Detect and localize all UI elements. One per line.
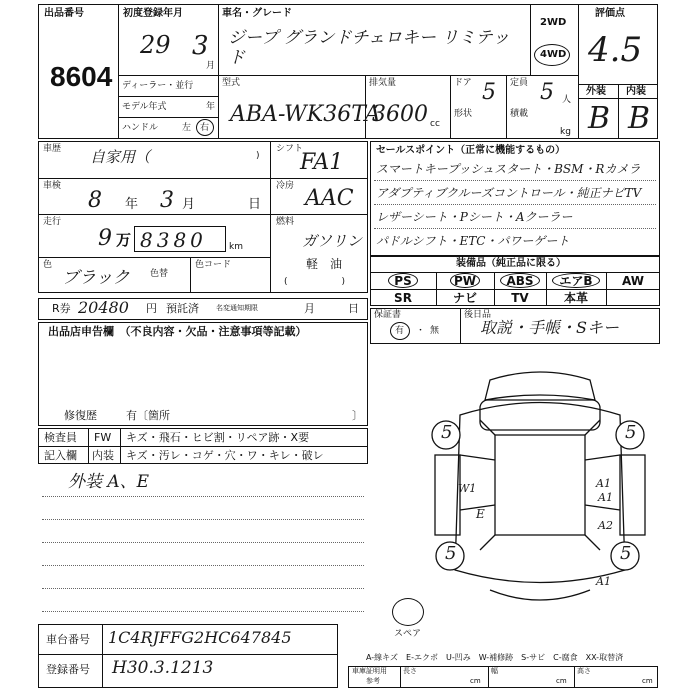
history-value: 自家用（ xyxy=(90,148,151,166)
mileage-rest: 8380 xyxy=(140,228,207,252)
door-value: 5 xyxy=(482,80,496,105)
height-label: 高さ xyxy=(577,667,591,675)
entry-label: 記入欄 xyxy=(44,449,77,462)
equip-sr: SR xyxy=(394,290,412,305)
recycle-amount: 20480 xyxy=(78,298,129,317)
mark-w1: W1 xyxy=(458,482,477,495)
lot-no: 8604 xyxy=(50,61,113,92)
lot-no-label: 出品番号 xyxy=(44,8,84,19)
width-label: 幅 xyxy=(491,667,498,675)
exterior-grade: B xyxy=(588,101,611,136)
first-reg-month: 3 xyxy=(192,31,209,61)
reg-value: H30.3.1213 xyxy=(112,658,214,678)
inspection-row1: キズ・飛石・ヒビ割・リペア跡・X要 xyxy=(126,431,310,444)
first-reg-year: 29 xyxy=(140,31,171,59)
shaken-month: 3 xyxy=(160,188,174,213)
disp-unit: cc xyxy=(430,119,440,129)
height-unit: cm xyxy=(642,677,653,685)
mileage-label: 走行 xyxy=(43,217,62,227)
mark-a2: A2 xyxy=(598,519,613,532)
fuel-paren: ( ) xyxy=(284,277,346,287)
equipment-title: 装備品（純正品に限る） xyxy=(456,258,566,269)
warranty-no: 無 xyxy=(430,326,440,336)
equip-leather: 本革 xyxy=(563,291,588,305)
wd2-label: 2WD xyxy=(540,17,567,28)
fuel-label: 燃料 xyxy=(276,217,295,227)
year-unit: 年 xyxy=(206,102,216,112)
fuel-diesel: 軽 油 xyxy=(306,257,343,271)
sales-point-4: パドルシフト・ETC・パワーゲート xyxy=(376,234,570,248)
ac-label: 冷房 xyxy=(276,181,295,191)
equip-ps: PS xyxy=(394,273,412,288)
model-label: 車名・グレード xyxy=(222,8,292,19)
disp-value: 3600 xyxy=(372,102,428,127)
inspector-label: 検査員 xyxy=(44,431,77,444)
equip-airbag: エアB xyxy=(559,274,593,288)
warranty-dot: ・ xyxy=(416,326,426,336)
capacity-label: 定員 xyxy=(510,78,529,88)
reg-label: 登録番号 xyxy=(46,663,90,676)
shaken-day-unit: 日 xyxy=(248,197,262,212)
mark-a1-top: A1 xyxy=(596,477,611,490)
car-diagram xyxy=(420,360,660,620)
mark-e: E xyxy=(476,507,485,521)
shaken-label: 車検 xyxy=(43,181,62,191)
shift-label: シフト xyxy=(276,144,304,154)
color-label: 色 xyxy=(43,260,53,270)
later-label: 後日品 xyxy=(464,310,492,320)
recycle-month: 月 xyxy=(304,302,315,315)
type-label: 型式 xyxy=(222,78,241,88)
equip-pw: PW xyxy=(453,273,477,288)
door-label: ドア xyxy=(454,78,472,88)
sales-point-2: アダプティブクルーズコントロール・純正ナビTV xyxy=(376,186,642,200)
tire-front-right: 5 xyxy=(625,422,637,443)
exterior-label: 外装 xyxy=(586,86,606,97)
color-value: ブラック xyxy=(62,268,130,288)
recycle-day: 日 xyxy=(348,302,359,315)
equip-abs: ABS xyxy=(506,273,534,288)
mileage-man: 9 xyxy=(98,226,112,251)
report-title: 出品店申告欄 （不良内容・欠品・注意事項等記載） xyxy=(48,325,307,338)
inspection-note: 外装 A、E xyxy=(68,472,150,492)
capacity-unit: 人 xyxy=(562,95,572,105)
tire-rear-right: 5 xyxy=(620,543,632,564)
sales-point-3: レザーシート・Pシート・Aクーラー xyxy=(376,210,573,224)
shape-label: 形状 xyxy=(454,109,473,119)
ref-label: 参考 xyxy=(366,677,380,685)
shaken-year: 8 xyxy=(88,188,102,213)
spare-circle xyxy=(392,598,424,626)
equip-navi: ナビ xyxy=(452,291,477,305)
tire-front-left: 5 xyxy=(441,422,453,443)
month-unit: 月 xyxy=(206,61,216,71)
handle-left: 左 xyxy=(182,123,192,133)
interior-mark-label: 内装 xyxy=(92,449,114,462)
handle-label: ハンドル xyxy=(122,123,159,133)
damage-legend: A-線キズ E-エクボ U-凹み W-補修跡 S-サビ C-腐食 XX-取替済 xyxy=(366,653,624,662)
tire-rear-left: 5 xyxy=(445,543,457,564)
length-unit: cm xyxy=(470,677,481,685)
equip-tv: TV xyxy=(511,290,529,305)
recycle-label: R券 xyxy=(52,302,71,315)
load-unit: kg xyxy=(560,127,571,137)
man-unit: 万 xyxy=(116,231,132,249)
shaken-year-unit: 年 xyxy=(125,197,139,212)
color-code-label: 色コード xyxy=(195,260,232,270)
model-year-label: モデル年式 xyxy=(122,102,167,112)
recycle-deposit: 預託済 xyxy=(166,302,199,315)
mark-a1-mid: A1 xyxy=(598,491,613,504)
fw-label: FW xyxy=(94,431,112,444)
warranty-label: 保証書 xyxy=(374,310,402,320)
length-label: 長さ xyxy=(403,667,417,675)
chassis-label: 車台番号 xyxy=(46,633,90,646)
interior-grade: B xyxy=(628,101,651,136)
mark-a1-bottom: A1 xyxy=(596,575,611,588)
first-reg-label: 初度登録年月 xyxy=(123,8,183,19)
width-unit: cm xyxy=(556,677,567,685)
spare-label: スペア xyxy=(394,629,422,639)
recycle-yen: 円 xyxy=(146,302,157,315)
ac-value: AAC xyxy=(305,186,354,211)
disp-label: 排気量 xyxy=(369,78,397,88)
inspection-row2: キズ・汚レ・コゲ・穴・ワ・キレ・破レ xyxy=(126,449,324,462)
model-name: ジープ グランドチェロキー リミテッド xyxy=(228,28,510,68)
handle-right: 右 xyxy=(200,123,210,133)
km-unit: km xyxy=(229,242,243,252)
dealer-label: ディーラー・並行 xyxy=(122,81,194,91)
cert-frame xyxy=(348,666,658,688)
repair-close: 〕 xyxy=(352,409,363,422)
chassis-value: 1C4RJFFG2HC647845 xyxy=(108,628,292,647)
recycle-notice-label: 名変通知期限 xyxy=(216,304,258,312)
fuel-value: ガソリン xyxy=(302,232,363,250)
history-close: ) xyxy=(256,151,260,161)
cert-label: 車庫証明用 xyxy=(352,667,387,675)
warranty-yes: 有 xyxy=(395,326,405,336)
color-change-label: 色替 xyxy=(150,269,169,279)
equip-aw: AW xyxy=(622,273,644,288)
shift-value: FA1 xyxy=(300,150,344,175)
sales-title: セールスポイント（正常に機能するもの） xyxy=(376,145,566,156)
shaken-month-unit: 月 xyxy=(182,197,196,212)
later-value: 取説・手帳・Sキー xyxy=(480,318,619,337)
interior-label: 内装 xyxy=(626,86,646,97)
history-label: 車歴 xyxy=(43,144,62,154)
repair-value: 有〔箇所 xyxy=(126,409,170,422)
score-label: 評価点 xyxy=(595,8,625,19)
score-value: 4.5 xyxy=(588,30,643,70)
type-value: ABA-WK36TA xyxy=(230,102,381,127)
load-label: 積載 xyxy=(510,109,529,119)
wd4-label: 4WD xyxy=(540,49,567,60)
capacity-value: 5 xyxy=(540,80,554,105)
repair-label: 修復歴 xyxy=(64,409,97,422)
sales-point-1: スマートキープッシュスタート・BSM・Rカメラ xyxy=(376,162,641,176)
